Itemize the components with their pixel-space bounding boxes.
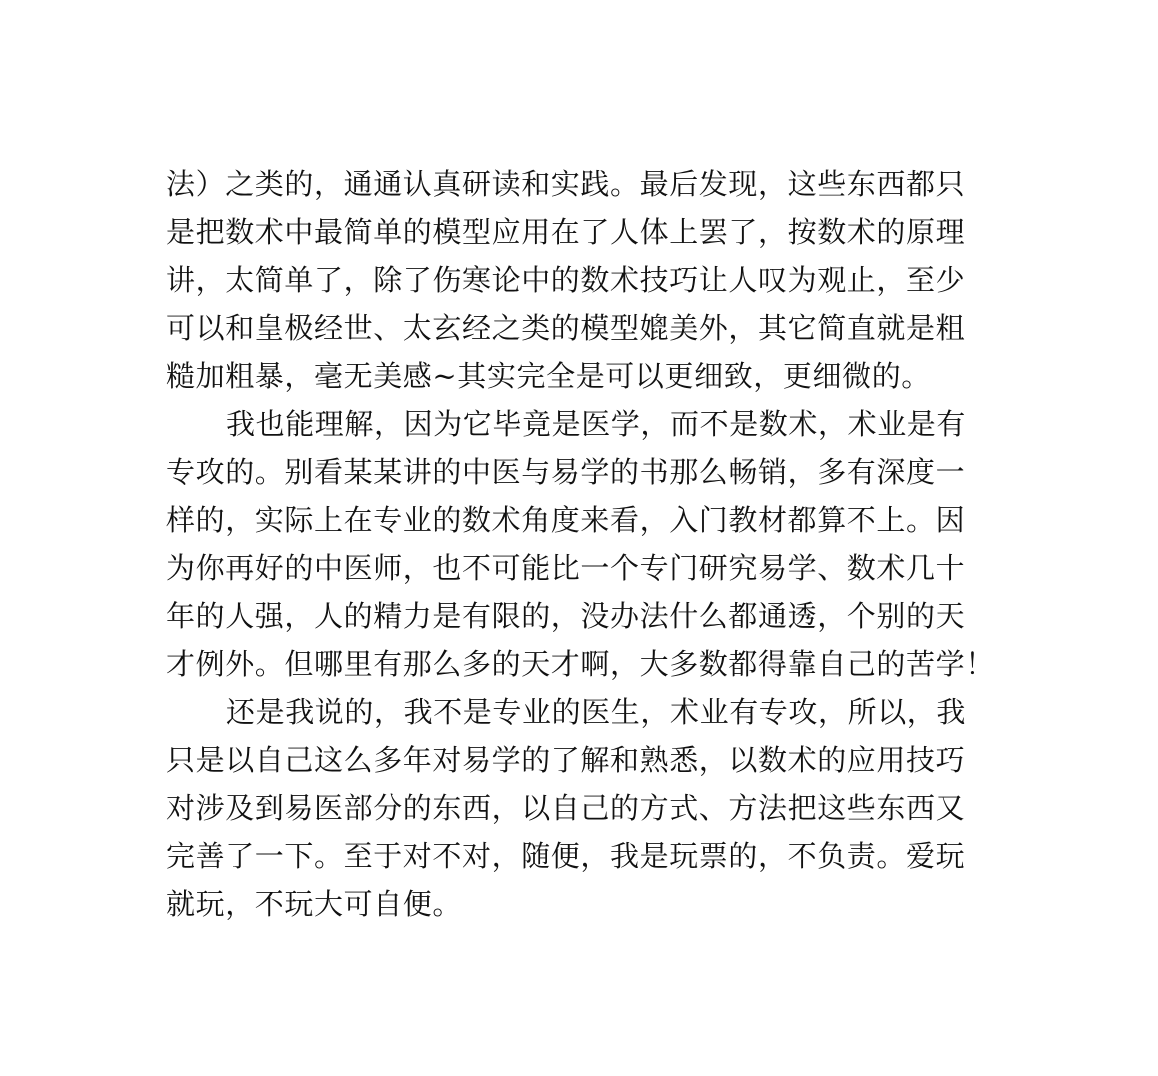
text-line: 专攻的。别看某某讲的中医与易学的书那么畅销，多有深度一 xyxy=(166,455,966,489)
paragraph-first-line: 还是我说的，我不是专业的医生，术业有专攻，所以，我 xyxy=(226,695,967,729)
text-line: 为你再好的中医师，也不可能比一个专门研究易学、数术几十 xyxy=(166,551,966,585)
paragraph-first-line: 我也能理解，因为它毕竟是医学，而不是数术，术业是有 xyxy=(226,407,967,441)
text-line: 糙加粗暴，毫无美感~其实完全是可以更细致，更细微的。 xyxy=(166,359,931,393)
text-line: 是把数术中最简单的模型应用在了人体上罢了，按数术的原理 xyxy=(166,215,966,249)
text-line: 只是以自己这么多年对易学的了解和熟悉，以数术的应用技巧 xyxy=(166,743,966,777)
text-line: 对涉及到易医部分的东西，以自己的方式、方法把这些东西又 xyxy=(166,791,966,825)
text-line: 讲，太简单了，除了伤寒论中的数术技巧让人叹为观止，至少 xyxy=(166,263,966,297)
body-text xyxy=(166,160,1006,928)
text-line: 年的人强，人的精力是有限的，没办法什么都通透，个别的天 xyxy=(166,599,966,633)
text-line: 完善了一下。至于对不对，随便，我是玩票的，不负责。爱玩 xyxy=(166,839,966,873)
text-line: 才例外。但哪里有那么多的天才啊，大多数都得靠自己的苦学！ xyxy=(166,647,995,681)
text-line: 法）之类的，通通认真研读和实践。最后发现，这些东西都只 xyxy=(166,167,966,201)
text-line: 就玩，不玩大可自便。 xyxy=(166,887,463,921)
text-line: 样的，实际上在专业的数术角度来看，入门教材都算不上。因 xyxy=(166,503,966,537)
text-line: 可以和皇极经世、太玄经之类的模型媲美外，其它简直就是粗 xyxy=(166,311,966,345)
